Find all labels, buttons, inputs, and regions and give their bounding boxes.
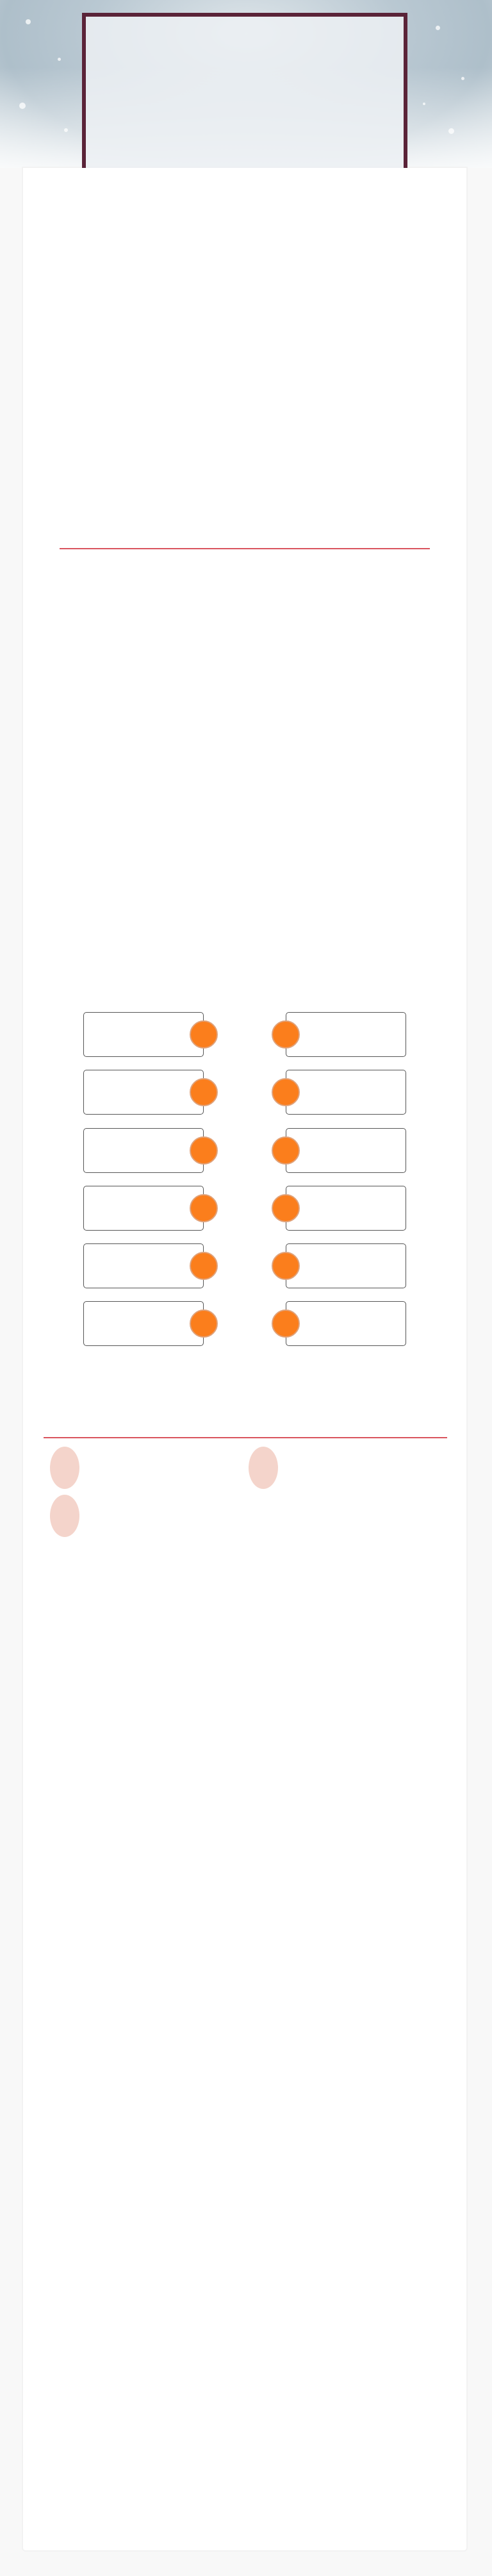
match-hebrew[interactable] — [83, 1012, 204, 1057]
quiz-option-a[interactable] — [50, 1447, 92, 1489]
match-hebrew[interactable] — [83, 1128, 204, 1173]
match-handle-right[interactable] — [272, 1309, 300, 1338]
match-hebrew[interactable] — [83, 1243, 204, 1288]
match-row — [83, 1243, 406, 1288]
match-handle-right[interactable] — [272, 1252, 300, 1280]
match-handle-right[interactable] — [272, 1136, 300, 1165]
match-arabic[interactable] — [286, 1243, 406, 1288]
match-handle-left[interactable] — [190, 1252, 218, 1280]
match-hebrew[interactable] — [83, 1301, 204, 1346]
match-arabic[interactable] — [286, 1186, 406, 1231]
quiz-option-c[interactable] — [50, 1495, 92, 1537]
match-handle-right[interactable] — [272, 1078, 300, 1106]
match-row — [83, 1186, 406, 1231]
match-handle-left[interactable] — [190, 1309, 218, 1338]
quiz-option-b[interactable] — [249, 1447, 291, 1489]
option-badge — [50, 1495, 79, 1537]
match-handle-right[interactable] — [272, 1020, 300, 1049]
match-hebrew[interactable] — [83, 1186, 204, 1231]
match-handle-left[interactable] — [190, 1136, 218, 1165]
match-arabic[interactable] — [286, 1301, 406, 1346]
title-frame — [82, 13, 407, 168]
match-handle-left[interactable] — [190, 1078, 218, 1106]
match-row — [83, 1301, 406, 1346]
match-handle-left[interactable] — [190, 1020, 218, 1049]
option-badge — [249, 1447, 278, 1489]
match-handle-left[interactable] — [190, 1194, 218, 1222]
tasks-divider — [60, 548, 430, 549]
match-arabic[interactable] — [286, 1128, 406, 1173]
match-arabic[interactable] — [286, 1070, 406, 1115]
match-row — [83, 1070, 406, 1115]
quiz-divider — [44, 1437, 447, 1438]
option-badge — [50, 1447, 79, 1489]
match-arabic[interactable] — [286, 1012, 406, 1057]
match-row — [83, 1012, 406, 1057]
match-row — [83, 1128, 406, 1173]
content-card — [23, 168, 466, 2550]
task-list — [60, 556, 431, 582]
match-hebrew[interactable] — [83, 1070, 204, 1115]
match-handle-right[interactable] — [272, 1194, 300, 1222]
